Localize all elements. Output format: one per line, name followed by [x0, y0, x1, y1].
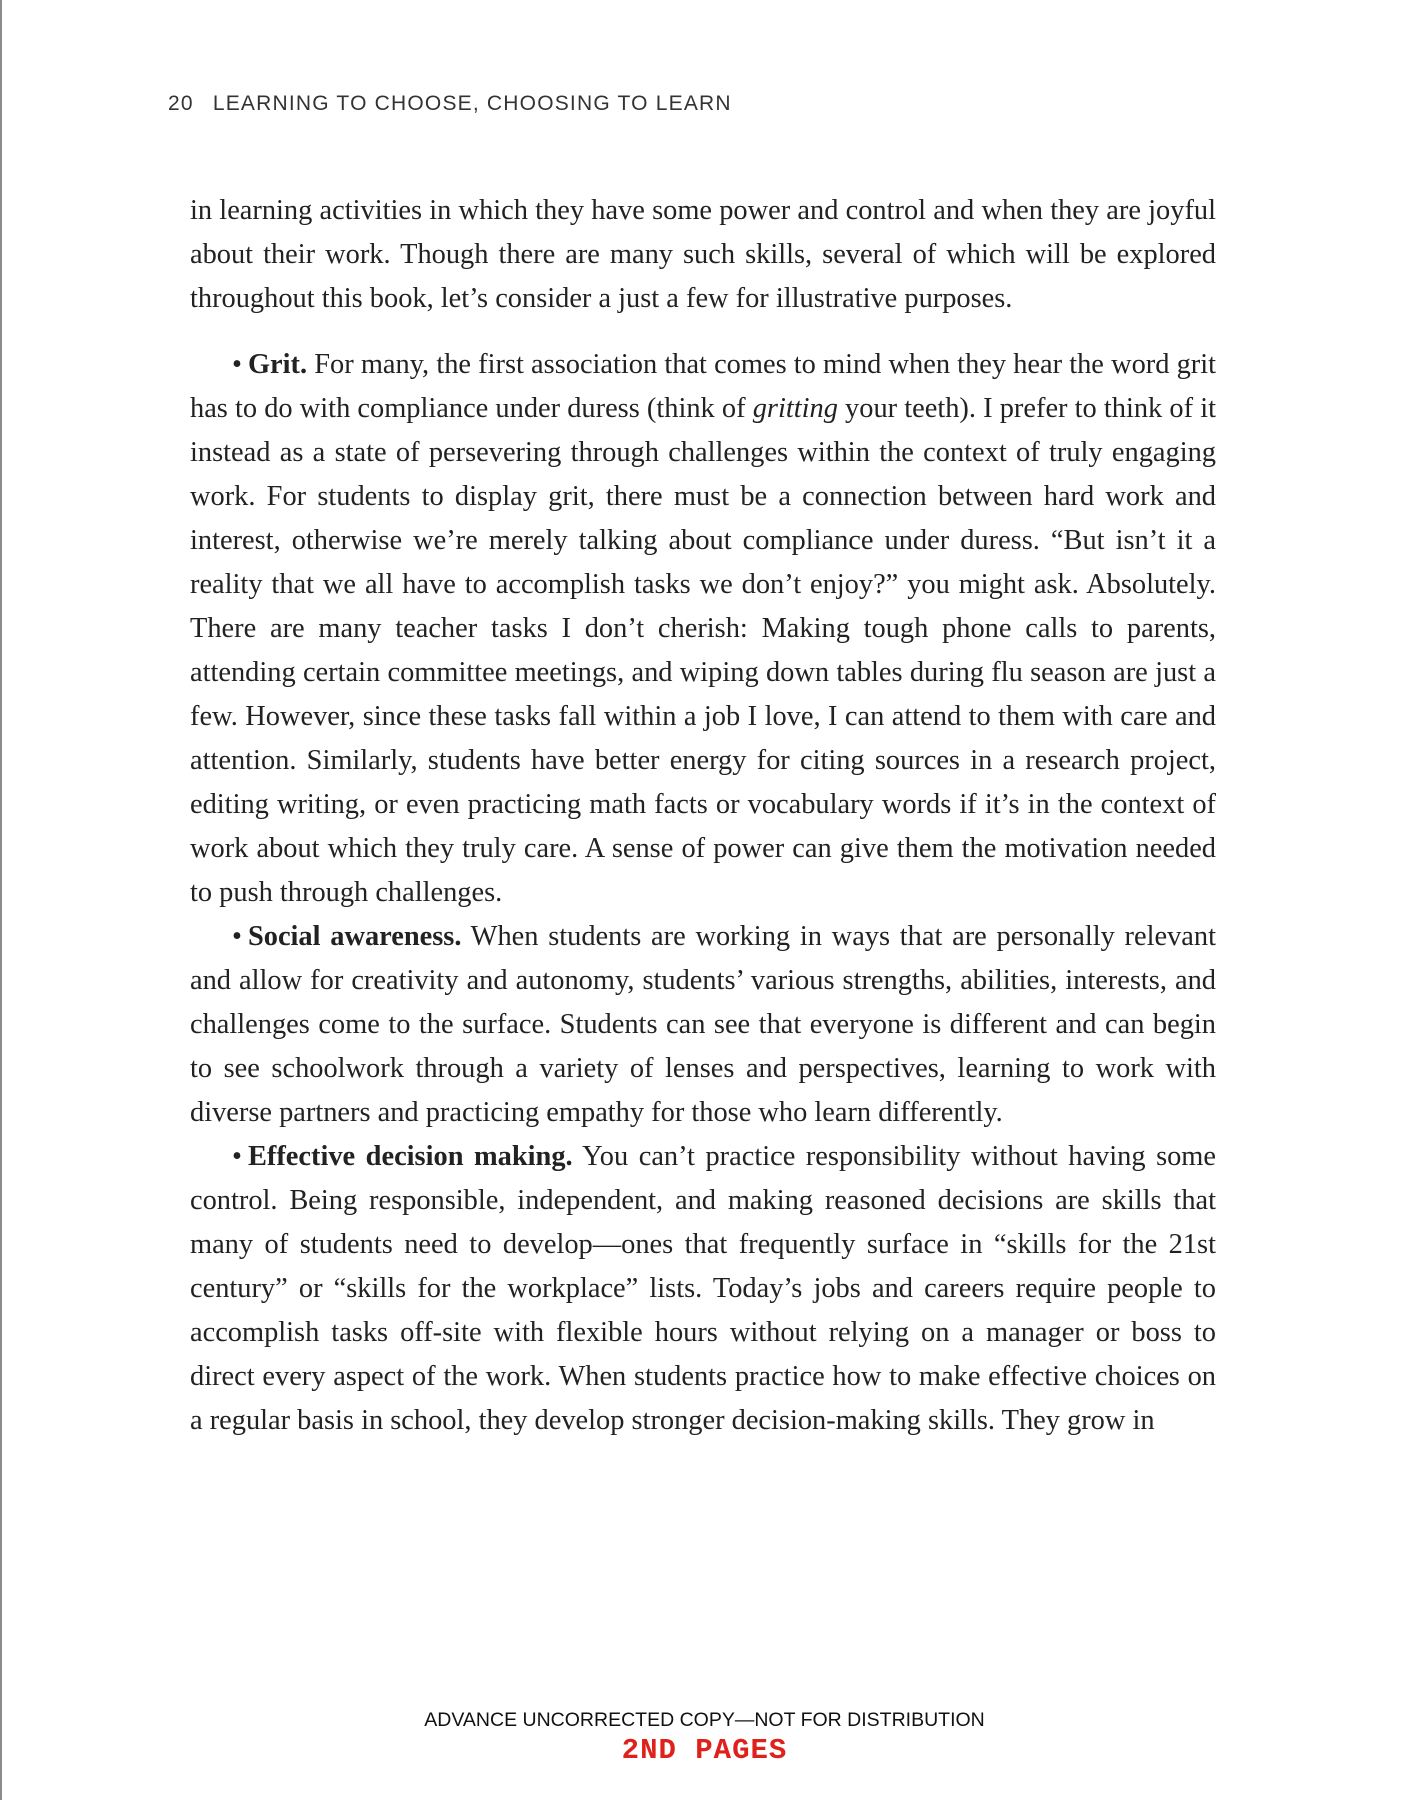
bullet-icon: • — [232, 921, 242, 952]
decision-making-term: Effective decision making. — [247, 1141, 573, 1172]
bullet-social-awareness — [190, 915, 1216, 1135]
decision-making-text: You can’t practice responsibility without having some control. Being responsible, independent, and making reasoned decisions are skills that many of students need to develop—ones that frequently surface in “skills for the 21st century” or “skills for the workplace” lists. Today’s jobs and careers require people to accomplish tasks off-site with flexible hours without relying on a manager or boss to direct every aspect of the work. When students practice how to make effective choices on a regular basis in school, they develop stronger decision-making skills. They grow in — [190, 1141, 1216, 1436]
social-awareness-text: When students are working in ways that are personally relevant and allow for creativity and autonomy, students’ various strengths, abilities, interests, and challenges come to the surface. Students can see that everyone is different and can begin to see schoolwork through a variety of lenses and perspectives, learning to work with diverse partners and practicing empathy for those who learn differently. — [190, 921, 1216, 1128]
running-title: LEARNING TO CHOOSE, CHOOSING TO LEARN — [212, 92, 732, 115]
bullet-icon: • — [232, 349, 242, 380]
grit-term: Grit. — [247, 349, 308, 380]
bullet-grit — [190, 343, 1216, 915]
advance-copy-notice: ADVANCE UNCORRECTED COPY—NOT FOR DISTRIBUTION — [424, 1709, 985, 1731]
grit-text-part-1: For many, the first association that comes to mind when they hear the word grit has to do with compliance under duress (think of — [190, 349, 1216, 424]
bullet-decision-making — [190, 1135, 1216, 1443]
intro-paragraph: in learning activities in which they have some power and control and when they are joyful about their work. Though there are many such skills, several of which will be explored throughout this book, let’s consider a just a few for illustrative purposes. — [190, 195, 1216, 314]
running-head — [168, 92, 732, 116]
grit-italic-word: gritting — [752, 393, 838, 424]
page-number: 20 — [168, 92, 194, 115]
bullet-icon: • — [232, 1141, 242, 1172]
body-text — [190, 189, 1216, 1443]
grit-text-part-2: your teeth). I prefer to think of it instead as a state of persevering through challenges within the context of truly engaging work. For students to display grit, there must be a connection between hard work and interest, otherwise we’re merely talking about compliance under duress. “But isn’t it a reality that we all have to accomplish tasks we don’t enjoy?” you might ask. Absolutely. There are many teacher tasks I don’t cherish: Making tough phone calls to parents, attending certain committee meetings, and wiping down tables during flu season are just a few. However, since these tasks fall within a job I love, I can attend to them with care and attention. Similarly, students have better energy for citing sources in a research project, editing writing, or even practicing math facts or vocabulary words if it’s in the context of work about which they truly care. A sense of power can give them the motivation needed to push through challenges. — [190, 393, 1216, 908]
social-awareness-term: Social awareness. — [247, 921, 462, 952]
second-pages-stamp: 2ND PAGES — [621, 1734, 788, 1767]
